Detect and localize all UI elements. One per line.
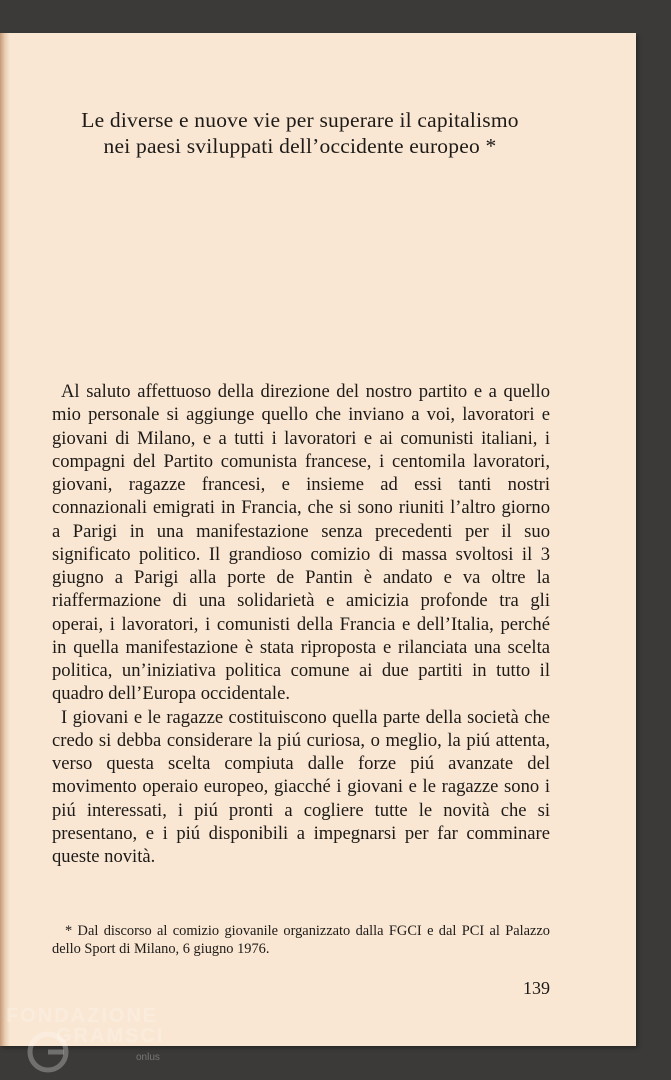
body-text xyxy=(52,380,550,868)
chapter-title xyxy=(10,107,590,159)
body-paragraph: I giovani e le ragazze costituiscono quella parte della società che credo si debba considerare la piú curiosa, o meglio, la piú attenta, verso questa scelta compiuta dalle forze piú avanzate del movimento operaio europeo, giacché i giovani e le ragazze sono i piú interessati, i piú pronti a cogliere tutte le novità che si presentano, e i piú disponibili a impegnarsi per far comminare queste novità. xyxy=(52,706,550,867)
footnote-text: * Dal discorso al comizio giovanile organizzato dalla FGCI e dal PCI al Palazzo dello Sport di Milano, 6 giugno 1976. xyxy=(52,923,550,957)
chapter-title-line: nei paesi sviluppati dell’occidente europeo * xyxy=(103,134,497,158)
footnote xyxy=(52,922,550,958)
body-paragraph: Al saluto affettuoso della direzione del nostro partito e a quello mio personale si aggiunge quello che inviano a voi, lavoratori e giovani di Milano, e a tutti i lavoratori e ai comunisti italiani, i compagni del Partito comunista francese, i centomila lavoratori, giovani, ragazze francesi, e insieme ad essi tanti nostri connazionali emigrati in Francia, che si sono riuniti l’altro giorno a Parigi in una manifestazione senza precedenti per il suo significato politico. Il grandioso comizio di massa svoltosi il 3 giugno a Parigi alla porte de Pantin è andato e va oltre la riaffermazione di una solidarietà e amicizia profonde tra gli operai, i lavoratori, i comunisti della Francia e dell’Italia, perché in quella manifestazione è stata riproposta e rilanciata una scelta politica, un’iniziativa politica comune ai due partiti in tutto il quadro dell’Europa occidentale. xyxy=(52,381,550,705)
watermark-line-1: FONDAZIONE xyxy=(6,1005,159,1027)
watermark-line-2: GRAMSCI xyxy=(56,1025,165,1047)
book-page xyxy=(0,33,636,1046)
page-spine-shadow xyxy=(0,33,10,1046)
page-number: 139 xyxy=(523,978,550,998)
watermark-onlus: onlus xyxy=(136,1052,160,1063)
chapter-title-line: Le diverse e nuove vie per superare il capitalismo xyxy=(81,108,519,132)
